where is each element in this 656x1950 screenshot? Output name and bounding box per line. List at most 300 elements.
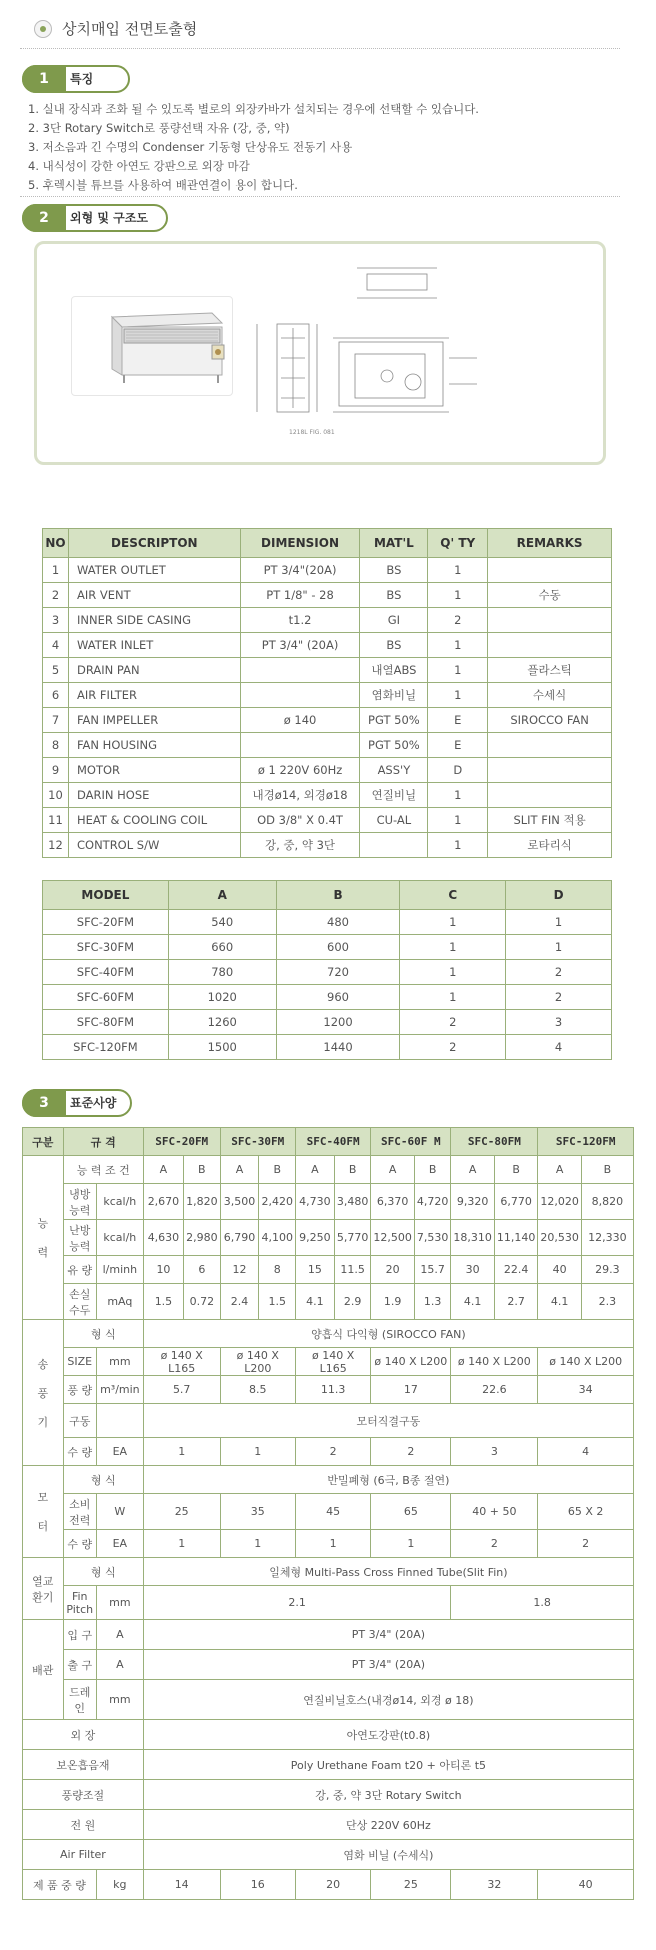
table-cell: 32 [451,1870,538,1900]
table-cell: 5.7 [143,1376,220,1404]
table-cell: 9,250 [295,1220,334,1256]
table-cell [488,758,612,783]
table-row [43,985,612,1010]
table-cell: 풍 량 [63,1376,96,1404]
section-label: 표준사양 [70,1096,117,1110]
table-cell: DARIN HOSE [68,783,240,808]
table-cell [240,683,360,708]
table-cell: 12,020 [538,1184,582,1220]
table-cell: 1 [43,558,69,583]
table-cell: PT 3/4" (20A) [143,1620,633,1650]
divider [20,196,620,197]
fan-coil-unit-icon [72,297,232,395]
table-cell: 1 [428,633,488,658]
table-row [23,1376,634,1404]
table-row [23,1494,634,1530]
table-row [43,583,612,608]
table-cell: 1 [428,558,488,583]
table-cell: D [428,758,488,783]
table-cell: 9 [43,758,69,783]
table-cell: 11.5 [334,1256,371,1284]
feature-item: 4. 내식성이 강한 아연도 강판으로 외장 마감 [28,159,250,173]
table-cell: t1.2 [240,608,360,633]
table-cell: E [428,733,488,758]
section-label: 외형 및 구조도 [70,211,148,225]
table-cell: 난방 능력 [63,1220,96,1256]
section-header-features [22,65,130,93]
table-cell: FAN IMPELLER [68,708,240,733]
table-cell: E [428,708,488,733]
table-cell: ø 140 X L200 [538,1348,634,1376]
table-cell: 6,770 [494,1184,538,1220]
table-cell: 1 [400,935,506,960]
table-cell: 9,320 [451,1184,495,1220]
column-header: DESCRIPTON [68,529,240,558]
table-cell: 1260 [168,1010,276,1035]
table-cell: 출 구 [63,1650,96,1680]
table-cell: B [581,1156,633,1184]
table-cell: 960 [276,985,400,1010]
table-cell: 1020 [168,985,276,1010]
table-cell: 1 [428,658,488,683]
table-cell: 2 [295,1438,370,1466]
table-cell: 2 [400,1010,506,1035]
table-row [23,1650,634,1680]
column-header: A [168,881,276,910]
table-cell: 25 [143,1494,220,1530]
table-cell [488,608,612,633]
table-cell: 손실 수두 [63,1284,96,1320]
table-cell: 18,310 [451,1220,495,1256]
section-label: 특징 [70,72,94,86]
table-cell: 4,730 [295,1184,334,1220]
table-cell: 12,500 [371,1220,415,1256]
table-cell: 4,720 [414,1184,451,1220]
table-cell: 4.1 [295,1284,334,1320]
table-cell: BS [360,633,428,658]
title-bullet-icon [34,20,52,38]
table-cell: 능 력 조 건 [63,1156,143,1184]
table-cell: 1 [371,1530,451,1558]
table-cell: 8,820 [581,1184,633,1220]
table-cell: A [371,1156,415,1184]
table-row [43,708,612,733]
table-cell: 강, 중, 약 3단 Rotary Switch [143,1780,633,1810]
table-cell: 540 [168,910,276,935]
table-cell: A [451,1156,495,1184]
table-cell: 40 [538,1256,582,1284]
table-cell: W [96,1494,143,1530]
table-row [23,1530,634,1558]
table-cell: 40 + 50 [451,1494,538,1530]
group-label: 능 력 [23,1156,64,1320]
group-label: 송 풍 기 [23,1320,64,1466]
table-cell: kg [96,1870,143,1900]
table-row [43,833,612,858]
table-cell: 2 [451,1530,538,1558]
table-cell: 2.4 [220,1284,259,1320]
model-table [42,880,612,1060]
table-cell: mm [96,1680,143,1720]
table-cell: 20 [295,1870,370,1900]
table-cell: 3 [43,608,69,633]
column-header: MAT'L [360,529,428,558]
table-cell: 냉방 능력 [63,1184,96,1220]
table-cell: 11,140 [494,1220,538,1256]
table-cell: CONTROL S/W [68,833,240,858]
model-header: SFC-30FM [220,1128,295,1156]
table-cell: 모터직결구동 [143,1404,633,1438]
table-cell: 2 [400,1035,506,1060]
feature-list [28,100,479,195]
table-cell: 형 식 [63,1466,143,1494]
table-cell: PGT 50% [360,708,428,733]
drawing-label: 1218L FIG. 081 [289,429,335,436]
spec-table [22,1127,634,1900]
table-cell: EA [96,1530,143,1558]
table-cell: SFC-20FM [43,910,169,935]
column-header: 구분 [23,1128,64,1156]
table-cell: SFC-60FM [43,985,169,1010]
table-cell [96,1404,143,1438]
table-cell: WATER INLET [68,633,240,658]
table-cell: 반밀폐형 (6극, B종 절연) [143,1466,633,1494]
table-cell: 형 식 [63,1558,143,1586]
feature-item: 2. 3단 Rotary Switch로 풍량선택 자유 (강, 중, 약) [28,121,290,135]
table-cell: 14 [143,1870,220,1900]
table-cell: 풍량조절 [23,1780,144,1810]
page-title: 상치매입 전면토출형 [62,20,198,38]
table-cell: B [184,1156,221,1184]
table-row [23,1320,634,1348]
table-row [43,633,612,658]
table-cell: 1 [143,1438,220,1466]
table-cell: 600 [276,935,400,960]
table-cell: 65 X 2 [538,1494,634,1530]
table-cell: 1 [220,1438,295,1466]
table-cell: 2,420 [259,1184,296,1220]
table-cell [240,658,360,683]
table-row [23,1620,634,1650]
table-cell: Poly Urethane Foam t20 + 아티론 t5 [143,1750,633,1780]
table-cell: ø 1 220V 60Hz [240,758,360,783]
table-cell: 4,630 [143,1220,183,1256]
table-row [23,1284,634,1320]
table-cell: 2 [371,1438,451,1466]
table-cell: 8.5 [220,1376,295,1404]
table-cell: 강, 중, 약 3단 [240,833,360,858]
table-row [23,1750,634,1780]
column-header: C [400,881,506,910]
table-cell: ø 140 X L200 [220,1348,295,1376]
section-number: 1 [22,65,66,93]
table-cell: 17 [371,1376,451,1404]
table-row [23,1128,634,1156]
table-cell: INNER SIDE CASING [68,608,240,633]
table-cell: 4 [506,1035,612,1060]
table-cell: Fin Pitch [63,1586,96,1620]
table-row [23,1348,634,1376]
table-cell: mAq [96,1284,143,1320]
table-cell: mm [96,1586,143,1620]
table-cell: 1 [400,985,506,1010]
table-cell: 4 [538,1438,634,1466]
table-cell: 1 [428,783,488,808]
table-cell: B [414,1156,451,1184]
table-cell: 소비 전력 [63,1494,96,1530]
table-cell: 3,500 [220,1184,259,1220]
table-cell: A [220,1156,259,1184]
table-cell: ø 140 X L165 [295,1348,370,1376]
table-cell: 2.1 [143,1586,451,1620]
table-cell: 3 [451,1438,538,1466]
table-cell: 드레 인 [63,1680,96,1720]
table-cell: 단상 220V 60Hz [143,1810,633,1840]
table-cell: 2 [506,960,612,985]
section-number: 3 [22,1089,66,1117]
table-cell: PT 3/4"(20A) [240,558,360,583]
table-cell: 11 [43,808,69,833]
table-row [43,935,612,960]
table-cell: SIZE [63,1348,96,1376]
table-cell: 형 식 [63,1320,143,1348]
table-cell: 1 [428,833,488,858]
table-cell: 염화 비닐 (수세식) [143,1840,633,1870]
table-cell: FAN HOUSING [68,733,240,758]
table-row [43,783,612,808]
table-cell: ASS'Y [360,758,428,783]
table-row [43,960,612,985]
table-row [23,1870,634,1900]
table-cell: A [143,1156,183,1184]
table-row [43,1035,612,1060]
table-cell: 2 [428,608,488,633]
model-header: SFC-120FM [538,1128,634,1156]
table-cell: 내열ABS [360,658,428,683]
table-cell [360,833,428,858]
table-cell: 로타리식 [488,833,612,858]
table-cell: SIROCCO FAN [488,708,612,733]
table-cell: 4 [43,633,69,658]
table-cell: 2,670 [143,1184,183,1220]
table-cell: SFC-80FM [43,1010,169,1035]
table-cell: 16 [220,1870,295,1900]
table-cell [488,733,612,758]
table-row [23,1558,634,1586]
table-cell: 1200 [276,1010,400,1035]
table-cell: 34 [538,1376,634,1404]
table-cell: 8 [43,733,69,758]
table-row [23,1256,634,1284]
column-header: NO [43,529,69,558]
table-cell: CU-AL [360,808,428,833]
feature-item: 1. 실내 장식과 조화 될 수 있도록 별로의 외장카바가 설치되는 경우에 선택할 수 있습니다. [28,102,479,116]
table-cell: 1.5 [259,1284,296,1320]
table-row [23,1720,634,1750]
table-row [23,1840,634,1870]
table-cell: ø 140 X L200 [451,1348,538,1376]
table-cell: Air Filter [23,1840,144,1870]
table-cell: 6 [43,683,69,708]
model-header-row [43,881,612,910]
table-cell: 1 [295,1530,370,1558]
table-cell: HEAT & COOLING COIL [68,808,240,833]
model-header: SFC-20FM [143,1128,220,1156]
table-cell: ø 140 X L165 [143,1348,220,1376]
table-cell: 12 [43,833,69,858]
table-row [23,1438,634,1466]
table-cell: 1 [428,808,488,833]
column-header: DIMENSION [240,529,360,558]
table-cell: 6 [184,1256,221,1284]
table-cell: 1 [506,910,612,935]
table-cell: OD 3/8" X 0.4T [240,808,360,833]
table-cell: 8 [259,1256,296,1284]
model-header: SFC-60F M [371,1128,451,1156]
structure-drawing [237,258,497,448]
table-cell: 15.7 [414,1256,451,1284]
table-cell: PT 3/4" (20A) [240,633,360,658]
table-cell: 20 [371,1256,415,1284]
table-cell: 2 [506,985,612,1010]
table-cell [240,733,360,758]
table-cell: 7 [43,708,69,733]
divider [20,48,620,49]
table-cell: 연질비닐 [360,783,428,808]
table-row [23,1156,634,1184]
table-cell: PGT 50% [360,733,428,758]
table-cell: 660 [168,935,276,960]
table-cell: 구동 [63,1404,96,1438]
table-cell: AIR FILTER [68,683,240,708]
table-row [43,758,612,783]
table-row [43,558,612,583]
column-header: MODEL [43,881,169,910]
table-row [23,1780,634,1810]
table-cell: 수 량 [63,1438,96,1466]
table-cell: PT 1/8" - 28 [240,583,360,608]
parts-table [42,528,612,858]
table-cell: EA [96,1438,143,1466]
table-row [43,1010,612,1035]
table-cell: B [259,1156,296,1184]
table-cell: 1.8 [451,1586,634,1620]
table-cell: ø 140 X L200 [371,1348,451,1376]
table-cell: 1,820 [184,1184,221,1220]
table-cell: 6,370 [371,1184,415,1220]
table-cell: 1 [143,1530,220,1558]
table-cell: 2 [538,1530,634,1558]
table-cell: 염화비닐 [360,683,428,708]
table-cell: 7,530 [414,1220,451,1256]
table-cell: BS [360,558,428,583]
table-row [23,1404,634,1438]
table-cell [488,558,612,583]
table-cell: 입 구 [63,1620,96,1650]
table-cell: 22.4 [494,1256,538,1284]
table-cell: 연질비닐호스(내경ø14, 외경 ø 18) [143,1680,633,1720]
table-cell: 전 원 [23,1810,144,1840]
table-cell: 10 [43,783,69,808]
table-cell: 2.3 [581,1284,633,1320]
table-cell: SFC-30FM [43,935,169,960]
column-header: D [506,881,612,910]
table-cell: 65 [371,1494,451,1530]
table-cell: mm [96,1348,143,1376]
table-cell: BS [360,583,428,608]
table-cell: 45 [295,1494,370,1530]
table-cell: 780 [168,960,276,985]
table-cell: 1 [428,683,488,708]
column-header: REMARKS [488,529,612,558]
table-cell: 1 [506,935,612,960]
table-cell: 5 [43,658,69,683]
section-header-spec [22,1089,132,1117]
table-row [43,808,612,833]
table-cell: 30 [451,1256,495,1284]
table-cell: 2.7 [494,1284,538,1320]
table-cell: SFC-40FM [43,960,169,985]
table-cell: 4.1 [451,1284,495,1320]
table-cell: 3,480 [334,1184,371,1220]
table-cell: 2.9 [334,1284,371,1320]
table-cell: 1440 [276,1035,400,1060]
table-cell: 1 [428,583,488,608]
table-cell: A [96,1650,143,1680]
table-cell: 제 품 중 량 [23,1870,97,1900]
table-cell: 22.6 [451,1376,538,1404]
table-row [23,1810,634,1840]
table-cell: 수동 [488,583,612,608]
table-cell: A [295,1156,334,1184]
table-cell: DRAIN PAN [68,658,240,683]
table-cell: 1.9 [371,1284,415,1320]
table-row [23,1466,634,1494]
table-cell: 1.3 [414,1284,451,1320]
table-cell: 2 [43,583,69,608]
table-cell: m³/min [96,1376,143,1404]
table-row [23,1220,634,1256]
product-photo [71,296,233,396]
column-header: Q' TY [428,529,488,558]
table-cell: 1 [400,960,506,985]
table-cell: 유 량 [63,1256,96,1284]
table-cell: WATER OUTLET [68,558,240,583]
table-row [23,1680,634,1720]
table-cell: SFC-120FM [43,1035,169,1060]
table-cell: 480 [276,910,400,935]
table-cell: 외 장 [23,1720,144,1750]
table-row [43,683,612,708]
table-cell: 29.3 [581,1256,633,1284]
table-cell: AIR VENT [68,583,240,608]
group-label: 모 터 [23,1466,64,1558]
feature-item: 3. 저소음과 긴 수명의 Condenser 기동형 단상유도 전동기 사용 [28,140,353,154]
section-number: 2 [22,204,66,232]
table-cell: 40 [538,1870,634,1900]
table-cell: 1 [400,910,506,935]
table-cell: B [494,1156,538,1184]
table-cell: l/minh [96,1256,143,1284]
table-cell: 0.72 [184,1284,221,1320]
table-cell: 일체형 Multi-Pass Cross Finned Tube(Slit Fin) [143,1558,633,1586]
table-cell: 아연도강판(t0.8) [143,1720,633,1750]
table-row [43,910,612,935]
table-cell: 1500 [168,1035,276,1060]
table-cell: 플라스틱 [488,658,612,683]
table-cell: 35 [220,1494,295,1530]
column-header: 규 격 [63,1128,143,1156]
